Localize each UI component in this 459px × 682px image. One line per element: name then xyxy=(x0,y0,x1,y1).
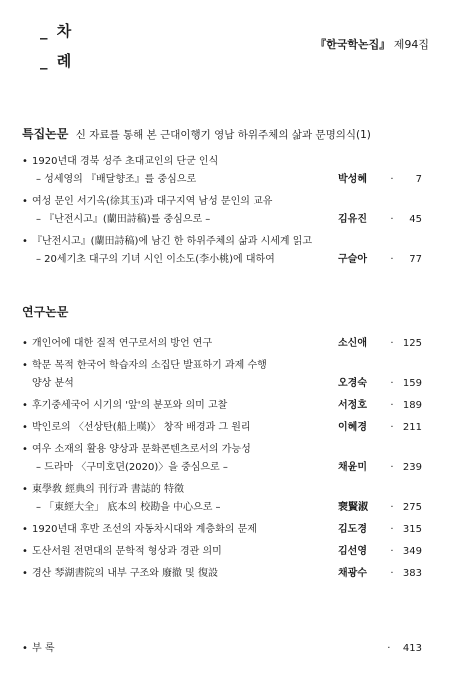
bullet-icon: • xyxy=(22,196,28,207)
separator-dot: · xyxy=(390,174,394,185)
entry-meta xyxy=(338,171,422,189)
entry-title: 개인어에 대한 질적 연구로서의 방언 연구 xyxy=(32,338,213,349)
author-name: 채윤미 xyxy=(338,462,367,473)
entry-title: 도산서원 전면대의 문학적 형상과 경관 의미 xyxy=(32,546,222,557)
toc-entry[interactable] xyxy=(22,521,422,539)
entry-title: 東學敎 經典의 刊行과 書誌的 特徵 xyxy=(32,484,185,495)
entry-subtitle: – 『난전시고』(蘭田詩稿)를 중심으로 – xyxy=(36,214,211,225)
entry-title: 1920년대 후반 조선의 자동차시대와 계층화의 문제 xyxy=(32,524,257,535)
bullet-icon: • xyxy=(22,568,28,579)
entry-subtitle: – 성세영의 『배달향조』를 중심으로 xyxy=(36,174,197,185)
page-number: 77 xyxy=(409,254,422,265)
toc-entry[interactable] xyxy=(22,193,422,229)
page-number: 159 xyxy=(402,378,422,389)
author-name: 裵賢淑 xyxy=(338,502,368,513)
journal-name xyxy=(315,36,429,52)
entry-subtitle: – 「東經大全」 底本의 校勘을 中心으로 – xyxy=(36,502,221,513)
entry-title: 『난전시고』(蘭田詩稿)에 남긴 한 하위주체의 삶과 시세계 읽고 xyxy=(32,236,313,247)
toc-entry[interactable] xyxy=(22,441,422,477)
appendix-list xyxy=(22,640,422,658)
page-number: 349 xyxy=(402,546,422,557)
special-entries-list xyxy=(22,153,422,273)
toc-entry[interactable] xyxy=(22,335,422,353)
research-entries-list xyxy=(22,335,422,587)
separator-dot: · xyxy=(390,214,394,225)
entry-meta xyxy=(338,499,422,517)
separator-dot: · xyxy=(390,568,394,579)
page-number: 275 xyxy=(402,502,422,513)
entry-title: 여우 소재의 활용 양상과 문화콘텐츠로서의 가능성 xyxy=(32,444,251,455)
entry-title: 여성 문인 서기옥(徐其玉)과 대구지역 남성 문인의 교유 xyxy=(32,196,273,207)
special-theme: 신 자료를 통해 본 근대이행기 영남 하위주체의 삶과 문명의식(1) xyxy=(75,129,371,141)
title-line-1: _ 차 xyxy=(40,22,74,40)
entry-meta xyxy=(338,335,422,353)
entry-meta xyxy=(338,251,422,269)
toc-entry[interactable] xyxy=(22,153,422,189)
author-name: 소신애 xyxy=(338,338,367,349)
bullet-icon: • xyxy=(22,360,28,371)
bullet-icon: • xyxy=(22,444,28,455)
page-number: 7 xyxy=(415,174,422,185)
toc-entry[interactable] xyxy=(22,481,422,517)
toc-entry[interactable] xyxy=(22,397,422,415)
separator-dot: · xyxy=(387,643,391,654)
entry-meta xyxy=(338,459,422,477)
special-heading-label: 특집논문 xyxy=(22,127,69,141)
bullet-icon: • xyxy=(22,546,28,557)
toc-entry[interactable] xyxy=(22,233,422,269)
toc-entry[interactable] xyxy=(22,357,422,393)
journal-issue: 제94집 xyxy=(393,38,429,51)
research-heading: 연구논문 xyxy=(22,305,69,319)
toc-entry[interactable] xyxy=(22,419,422,437)
author-name: 박성혜 xyxy=(338,174,367,185)
separator-dot: · xyxy=(390,400,394,411)
separator-dot: · xyxy=(390,338,394,349)
bullet-icon: • xyxy=(22,236,28,247)
toc-entry[interactable] xyxy=(22,543,422,561)
separator-dot: · xyxy=(390,422,394,433)
separator-dot: · xyxy=(390,378,394,389)
journal-title: 『한국학논집』 xyxy=(315,38,391,51)
author-name: 이혜경 xyxy=(338,422,367,433)
bullet-icon: • xyxy=(22,422,28,433)
entry-meta xyxy=(338,521,422,539)
separator-dot: · xyxy=(390,524,394,535)
bullet-icon: • xyxy=(22,643,28,654)
author-name: 김유진 xyxy=(338,214,367,225)
author-name: 김도경 xyxy=(338,524,367,535)
entry-title: 학문 목적 한국어 학습자의 소집단 발표하기 과제 수행 xyxy=(32,360,267,371)
bullet-icon: • xyxy=(22,400,28,411)
special-section-heading xyxy=(22,125,442,142)
page-number: 189 xyxy=(402,400,422,411)
page-number: 239 xyxy=(402,462,422,473)
entry-meta xyxy=(338,397,422,415)
entry-subtitle: – 드라마 〈구미호뎐(2020)〉을 중심으로 – xyxy=(36,462,228,473)
appendix-label: 부 록 xyxy=(32,643,55,654)
page-number: 211 xyxy=(402,422,422,433)
entry-title: 박인로의 〈선상탄(船上嘆)〉 창작 배경과 그 원리 xyxy=(32,422,251,433)
separator-dot: · xyxy=(390,254,394,265)
entry-meta xyxy=(381,640,422,658)
entry-title: 1920년대 경북 성주 초대교인의 단군 인식 xyxy=(32,156,219,167)
separator-dot: · xyxy=(390,502,394,513)
appendix-entry[interactable] xyxy=(22,640,422,658)
entry-subtitle: 양상 분석 xyxy=(32,378,74,389)
entry-meta xyxy=(338,375,422,393)
bullet-icon: • xyxy=(22,524,28,535)
title-line-2: _ 례 xyxy=(40,52,74,70)
separator-dot: · xyxy=(390,462,394,473)
entry-meta xyxy=(338,211,422,229)
bullet-icon: • xyxy=(22,338,28,349)
author-name: 오경숙 xyxy=(338,378,367,389)
page-number: 125 xyxy=(402,338,422,349)
entry-subtitle: – 20세기초 대구의 기녀 시인 이소도(李小桃)에 대하여 xyxy=(36,254,275,265)
author-name: 구슬아 xyxy=(338,254,367,265)
author-name: 서정호 xyxy=(338,400,367,411)
toc-title xyxy=(40,16,73,76)
page-number: 383 xyxy=(402,568,422,579)
bullet-icon: • xyxy=(22,156,28,167)
author-name: 채광수 xyxy=(338,568,367,579)
entry-meta xyxy=(338,543,422,561)
entry-meta xyxy=(338,565,422,583)
entry-meta xyxy=(338,419,422,437)
page-number: 315 xyxy=(402,524,422,535)
separator-dot: · xyxy=(390,546,394,557)
author-name: 김선영 xyxy=(338,546,367,557)
page-number: 413 xyxy=(402,643,422,654)
entry-title: 후기중세국어 시기의 '앞'의 분포와 의미 고찰 xyxy=(32,400,228,411)
entry-title: 경산 琴湖書院의 내부 구조와 廢撤 및 復設 xyxy=(32,568,219,579)
page-number: 45 xyxy=(409,214,422,225)
bullet-icon: • xyxy=(22,484,28,495)
toc-entry[interactable] xyxy=(22,565,422,583)
